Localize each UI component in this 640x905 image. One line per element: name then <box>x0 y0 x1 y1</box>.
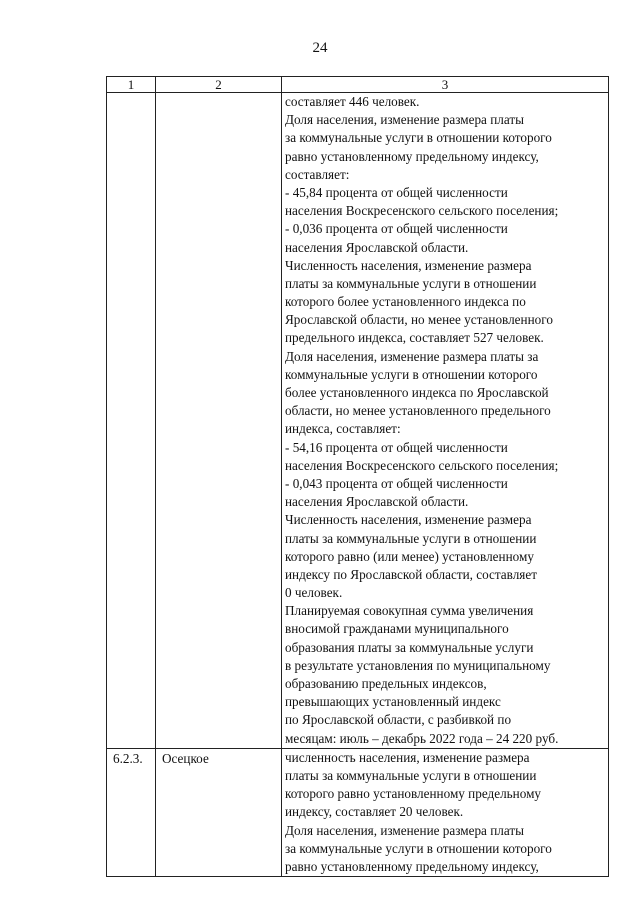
text-line: равно установленному предельному индексу, <box>285 148 539 164</box>
text-line: платы за коммунальные услуги в отношении <box>285 275 537 291</box>
text-line: Доля населения, изменение размера платы <box>285 822 524 838</box>
text-line: Численность населения, изменение размера <box>285 512 532 528</box>
header-col-2: 2 <box>156 77 282 93</box>
text-line: месяцам: июль – декабрь 2022 года – 24 220 руб. <box>285 730 559 746</box>
text-line: более установленного индекса по Ярославской <box>285 385 549 400</box>
text-line: за коммунальные услуги в отношении которого <box>285 840 552 856</box>
settlement-name: Осецкое <box>156 748 282 876</box>
row-description <box>282 93 609 749</box>
text-line: коммунальные услуги в отношении которого <box>285 366 538 382</box>
text-line: которого равно установленному предельному <box>285 786 542 802</box>
text-line: за коммунальные услуги в отношении которого <box>285 130 552 146</box>
text-lines <box>282 93 608 748</box>
text-line: индексу, составляет 20 человек. <box>285 804 464 820</box>
text-line: 0 человек. <box>285 585 343 601</box>
row-number: 6.2.3. <box>107 748 156 876</box>
text-line: которого более установленного индекса по <box>285 294 526 310</box>
text-line: составляет: <box>285 166 350 182</box>
text-line: - 0,043 процента от общей численности <box>285 475 508 491</box>
text-line: составляет 446 человек. <box>285 94 420 109</box>
text-line: которого равно (или менее) установленному <box>285 548 534 564</box>
text-line: населения Воскресенского сельского поселения; <box>285 457 559 473</box>
table-row <box>107 748 609 876</box>
text-line: Численность населения, изменение размера <box>285 257 532 273</box>
text-line: платы за коммунальные услуги в отношении <box>285 530 537 546</box>
text-line: населения Ярославской области. <box>285 239 469 255</box>
text-line: населения Ярославской области. <box>285 494 469 510</box>
text-line: индекса, составляет: <box>285 421 401 437</box>
document-table <box>106 76 609 877</box>
table-header-row <box>107 77 609 93</box>
text-line: Ярославской области, но менее установленного <box>285 312 553 328</box>
header-col-1: 1 <box>107 77 156 93</box>
page-number: 24 <box>312 40 328 56</box>
text-line: равно установленному предельному индексу, <box>285 858 539 874</box>
text-line: вносимой гражданами муниципального <box>285 621 509 637</box>
text-line: Планируемая совокупная сумма увеличения <box>285 603 534 619</box>
text-line: платы за коммунальные услуги в отношении <box>285 767 537 783</box>
settlement-name <box>156 93 282 749</box>
text-line: - 0,036 процента от общей численности <box>285 221 508 237</box>
text-line: населения Воскресенского сельского поселения; <box>285 203 559 219</box>
row-number <box>107 93 156 749</box>
text-line: Доля населения, изменение размера платы за <box>285 348 539 364</box>
text-line: образования платы за коммунальные услуги <box>285 639 534 655</box>
text-lines <box>282 749 608 876</box>
text-line: индексу по Ярославской области, составляет <box>285 566 537 582</box>
text-line: предельного индекса, составляет 527 человек. <box>285 330 544 346</box>
text-line: образованию предельных индексов, <box>285 676 487 691</box>
text-line: - 54,16 процента от общей численности <box>285 439 508 455</box>
text-line: области, но менее установленного предельного <box>285 403 551 419</box>
text-line: по Ярославской области, с разбивкой по <box>285 712 512 728</box>
table-row <box>107 93 609 749</box>
text-line: в результате установления по муниципальному <box>285 657 551 673</box>
text-line: превышающих установленный индекс <box>285 694 501 710</box>
text-line: численность населения, изменение размера <box>285 749 530 765</box>
header-col-3: 3 <box>282 77 609 93</box>
text-line: Доля населения, изменение размера платы <box>285 112 524 128</box>
text-line: - 45,84 процента от общей численности <box>285 184 508 200</box>
row-description <box>282 748 609 876</box>
